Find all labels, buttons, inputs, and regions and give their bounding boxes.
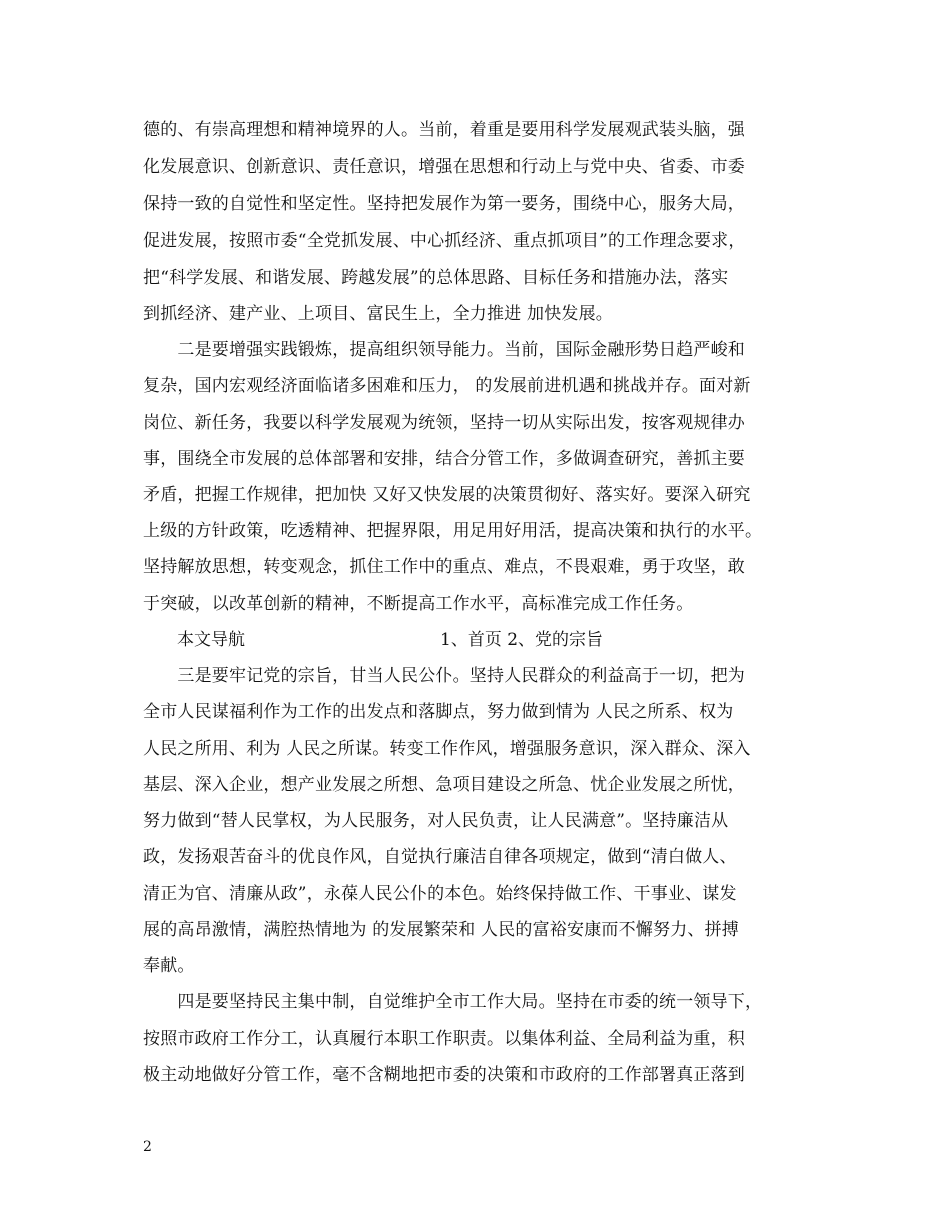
text-line: 按照市政府工作分工，认真履行本职工作职责。以集体利益、全局利益为重，积 (143, 1029, 745, 1049)
text-line: 三是要牢记党的宗旨，甘当人民公仆。坚持人民群众的利益高于一切，把为 (143, 666, 745, 686)
text-line: 德的、有崇高理想和精神境界的人。当前，着重是要用科学发展观武装头脑，强 (143, 120, 745, 140)
text-line: 到抓经济、建产业、上项目、富民生上，全力推进 加快发展。 (143, 304, 614, 324)
text-line: 化发展意识、创新意识、责任意识，增强在思想和行动上与党中央、省委、市委 (143, 157, 745, 177)
article-nav-label: 本文导航 (177, 630, 245, 650)
text-line: 复杂，国内宏观经济面临诸多困难和压力， 的发展前进机遇和挑战并存。面对新 (143, 376, 751, 396)
text-line: 极主动地做好分管工作，毫不含糊地把市委的决策和市政府的工作部署真正落到 (143, 1065, 745, 1085)
text-line: 人民之所用、利为 人民之所谋。转变工作作风，增强服务意识，深入群众、深入 (143, 739, 751, 759)
text-line: 岗位、新任务，我要以科学发展观为统领，坚持一切从实际出发，按客观规律办 (143, 413, 745, 433)
page-number: 2 (143, 1139, 152, 1155)
text-line: 努力做到“替人民掌权，为人民服务，对人民负责，让人民满意”。坚持廉洁从 (143, 811, 729, 831)
text-line: 奉献。 (143, 956, 195, 976)
text-line: 事，围绕全市发展的总体部署和安排，结合分管工作，多做调查研究，善抓主要 (143, 449, 745, 469)
text-line: 促进发展，按照市委“全党抓发展、中心抓经济、重点抓项目”的工作理念要求， (143, 231, 746, 251)
text-line: 四是要坚持民主集中制，自觉维护全市工作大局。坚持在市委的统一领导下， (143, 992, 763, 1012)
text-line: 政，发扬艰苦奋斗的优良作风，自觉执行廉洁自律各项规定，做到“清白做人、 (143, 847, 737, 867)
text-line: 基层、深入企业，想产业发展之所想、急项目建设之所急、忧企业发展之所忧， (143, 775, 745, 795)
text-line: 保持一致的自觉性和坚定性。坚持把发展作为第一要务，围绕中心，服务大局， (143, 194, 745, 214)
text-line: 清正为官、清廉从政”，永葆人民公仆的本色。始终保持做工作、干事业、谋发 (143, 884, 737, 904)
article-nav-links[interactable]: 1、首页 2、党的宗旨 (440, 630, 604, 650)
text-line: 把“科学发展、和谐发展、跨越发展”的总体思路、目标任务和措施办法，落实 (143, 268, 729, 288)
text-line: 于突破，以改革创新的精神，不断提高工作水平，高标准完成工作任务。 (143, 594, 694, 614)
text-line: 二是要增强实践锻炼，提高组织领导能力。当前，国际金融形势日趋严峻和 (143, 340, 745, 360)
text-line: 矛盾，把握工作规律，把加快 又好又快发展的决策贯彻好、落实好。要深入研究 (143, 485, 751, 505)
text-line: 坚持解放思想，转变观念，抓住工作中的重点、难点，不畏艰难，勇于攻坚，敢 (143, 557, 745, 577)
text-line: 全市人民谋福利作为工作的出发点和落脚点，努力做到情为 人民之所系、权为 (143, 702, 734, 722)
text-line: 上级的方针政策，吃透精神、把握界限，用足用好用活，提高决策和执行的水平。 (143, 521, 763, 541)
text-line: 展的高昂激情，满腔热情地为 的发展繁荣和 人民的富裕安康而不懈努力、拼搏 (143, 920, 740, 940)
